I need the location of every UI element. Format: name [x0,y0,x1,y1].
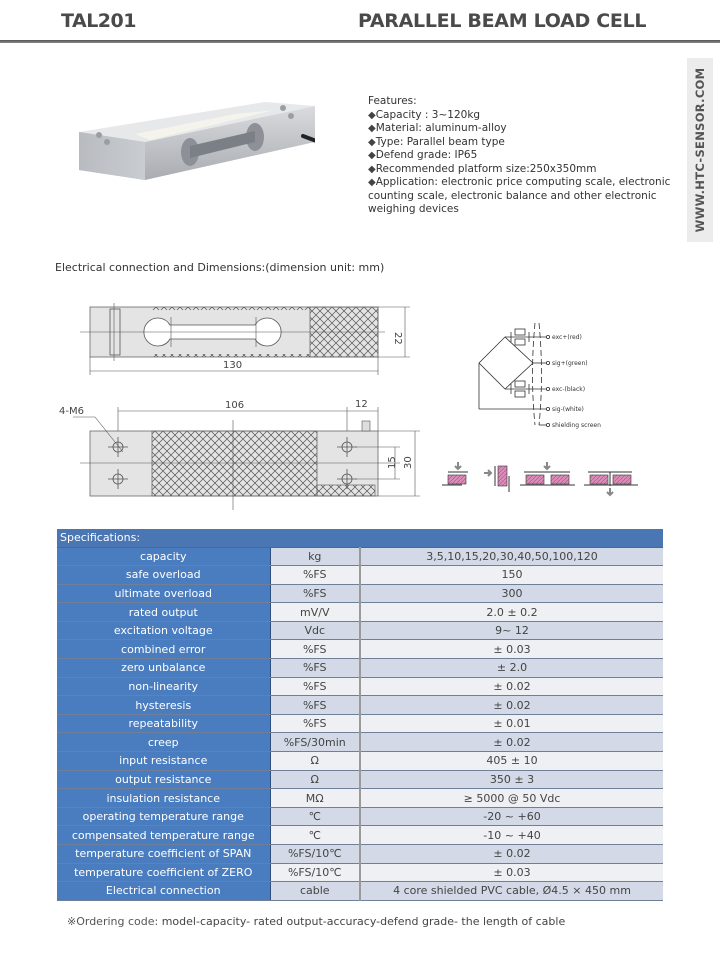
wire-label: sig-(white) [552,406,584,413]
spec-row [57,566,663,585]
specifications-header-row [57,529,663,547]
spec-unit: kg [270,547,360,566]
spec-param: non-linearity [57,677,270,696]
spec-row [57,752,663,771]
mount-dual-bottom-icon [584,472,638,495]
spec-param: excitation voltage [57,621,270,640]
mount-dual-top-icon [520,462,575,485]
spec-value: ± 0.03 [360,863,663,882]
spec-row [57,696,663,715]
spec-row [57,770,663,789]
load-cell-photo [75,100,315,210]
spec-param: input resistance [57,752,270,771]
spec-row [57,826,663,845]
spec-row [57,714,663,733]
spec-value: -20 ~ +60 [360,807,663,826]
wire-label: shielding screen [552,422,601,429]
top-view-drawing [80,295,420,380]
spec-unit: %FS/30min [270,733,360,752]
features-list [368,95,678,217]
spec-value: ± 0.02 [360,845,663,864]
spec-param: creep [57,733,270,752]
spec-unit: mV/V [270,603,360,622]
thread-label: 4-M6 [59,406,84,417]
spec-row [57,863,663,882]
website-url[interactable]: WWW.HTC-SENSOR.COM [693,67,707,233]
spec-param: compensated temperature range [57,826,270,845]
spec-value: 350 ± 3 [360,770,663,789]
end-offset-label: 12 [355,399,368,410]
hole-spacing-label: 106 [225,400,245,411]
spec-value: 9~ 12 [360,621,663,640]
spec-param: output resistance [57,770,270,789]
dimensions-heading: Electrical connection and Dimensions:(dimension unit: mm) [55,261,385,274]
spec-param: insulation resistance [57,789,270,808]
spec-unit: %FS [270,714,360,733]
spec-param: combined error [57,640,270,659]
ordering-code-label: ※Ordering code: [67,915,159,928]
spec-unit: %FS [270,640,360,659]
specifications-table [57,529,663,901]
spec-unit: ℃ [270,807,360,826]
spec-unit: Ω [270,770,360,789]
spec-unit: MΩ [270,789,360,808]
spec-unit: %FS [270,566,360,585]
spec-value: 4 core shielded PVC cable, Ø4.5 × 450 mm [360,882,663,901]
ordering-code-text: model-capacity- rated output-accuracy-defend grade- the length of cable [161,915,566,928]
mount-top-load-icon [442,462,468,485]
spec-row [57,733,663,752]
spec-value: ≥ 5000 @ 50 Vdc [360,789,663,808]
spec-value: ± 0.02 [360,677,663,696]
feature-item: ◆Capacity : 3~120kg [368,108,481,121]
model-number: TAL201 [61,10,136,32]
spec-param: operating temperature range [57,807,270,826]
spec-param: capacity [57,547,270,566]
spec-unit: %FS [270,677,360,696]
spec-row [57,789,663,808]
spec-param: ultimate overload [57,584,270,603]
spec-param: temperature coefficient of ZERO [57,863,270,882]
diamond-bullet-icon: ◆ [368,136,376,148]
spec-unit: cable [270,882,360,901]
spec-param: temperature coefficient of SPAN [57,845,270,864]
feature-item: ◆Material: aluminum-alloy [368,122,507,134]
wire-label: exc-(black) [552,386,586,393]
features-heading: Features: [368,95,417,107]
side-view-drawing [55,395,425,515]
spec-param: repeatability [57,714,270,733]
spec-value: 3,5,10,15,20,30,40,50,100,120 [360,547,663,566]
diamond-bullet-icon: ◆ [368,150,376,161]
wiring-diagram [475,315,625,435]
website-banner [687,58,713,242]
spec-value: ± 2.0 [360,659,663,678]
spec-unit: Vdc [270,621,360,640]
feature-item: ◆Application: electronic price computing scale, electronic counting scale, electronic balance and other electronic weighing devices [368,176,671,215]
spec-param: hysteresis [57,696,270,715]
height-dimension-label: 22 [392,332,403,345]
length-dimension-label: 130 [223,360,243,371]
spec-unit: %FS [270,696,360,715]
spec-param: safe overload [57,566,270,585]
spec-value: -10 ~ +40 [360,826,663,845]
spec-param: zero unbalance [57,659,270,678]
spec-row [57,621,663,640]
spec-value: 150 [360,566,663,585]
diamond-bullet-icon: ◆ [368,123,376,134]
spec-param: Electrical connection [57,882,270,901]
spec-unit: %FS/10℃ [270,863,360,882]
spec-param: rated output [57,603,270,622]
spec-value: ± 0.01 [360,714,663,733]
spec-row [57,677,663,696]
spec-value: ± 0.02 [360,733,663,752]
mount-side-load-icon [484,466,509,492]
spec-unit: %FS [270,659,360,678]
spec-unit: %FS/10℃ [270,845,360,864]
spec-value: 300 [360,584,663,603]
mounting-diagrams [440,460,640,500]
header-divider [0,40,720,43]
specifications-title: Specifications: [57,529,663,547]
feature-item: ◆Recommended platform size:250x350mm [368,162,597,175]
spec-row [57,640,663,659]
spec-unit: %FS [270,584,360,603]
spec-row [57,603,663,622]
spec-value: ± 0.02 [360,696,663,715]
hole-pitch-label: 15 [387,456,398,469]
spec-row [57,659,663,678]
feature-item: ◆Defend grade: IP65 [368,149,478,161]
spec-row [57,882,663,901]
feature-item: ◆Type: Parallel beam type [368,135,505,148]
spec-row [57,807,663,826]
spec-value: 2.0 ± 0.2 [360,603,663,622]
spec-row [57,584,663,603]
spec-unit: ℃ [270,826,360,845]
spec-value: ± 0.03 [360,640,663,659]
ordering-code-note [67,915,565,928]
page-title: PARALLEL BEAM LOAD CELL [358,10,647,32]
diamond-bullet-icon: ◆ [368,163,376,175]
spec-unit: Ω [270,752,360,771]
spec-row [57,547,663,566]
diamond-bullet-icon: ◆ [368,109,376,121]
width-label: 30 [403,456,414,469]
wire-label: exc+(red) [552,334,582,341]
spec-value: 405 ± 10 [360,752,663,771]
wire-label: sig+(green) [552,360,588,367]
diamond-bullet-icon: ◆ [368,177,376,188]
spec-row [57,845,663,864]
